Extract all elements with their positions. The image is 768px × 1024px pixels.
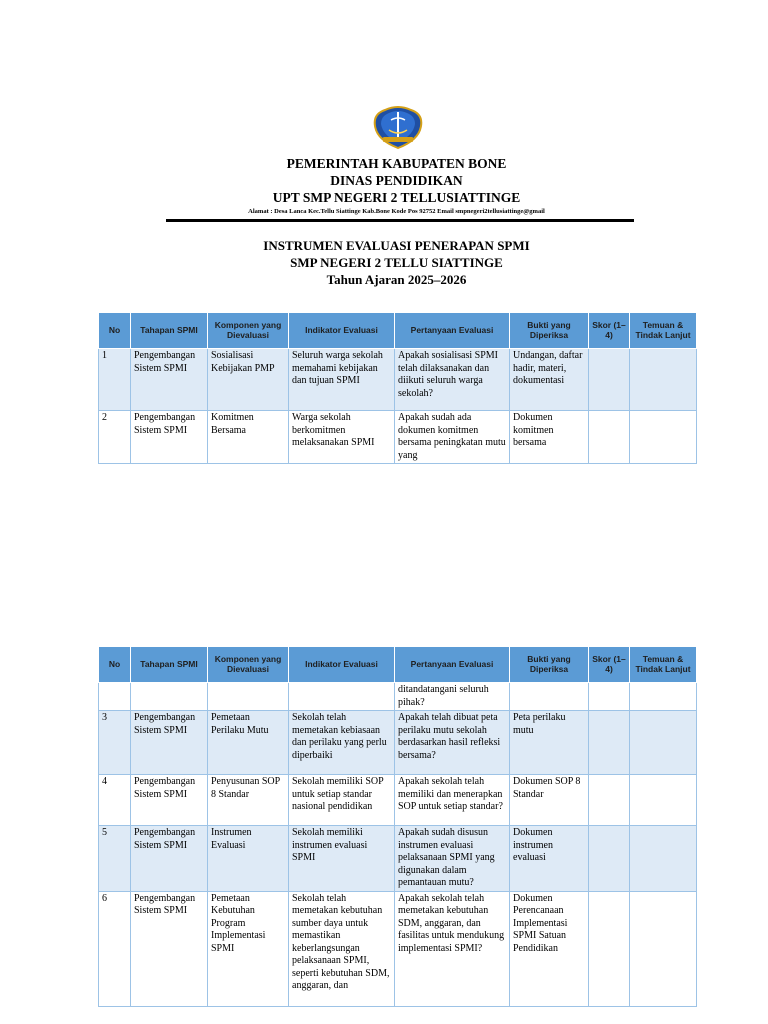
- cell-no: 2: [99, 411, 131, 464]
- regency-emblem-logo: [371, 104, 425, 150]
- school-address: Alamat : Desa Lanca Kec.Tellu Siattinge Kab.Bone Kode Pos 92752 Email smpnegeri2tellusiattinge@gmail: [248, 208, 545, 215]
- government-name: PEMERINTAH KABUPATEN BONE: [286, 156, 507, 171]
- cell-skor-input[interactable]: [589, 826, 630, 892]
- cell-temuan-input[interactable]: [630, 411, 697, 464]
- cell-komponen: Pemetaan Perilaku Mutu: [208, 711, 289, 775]
- cell-bukti: [510, 683, 589, 711]
- cell-pertanyaan: Apakah sekolah telah memetakan kebutuhan SDM, anggaran, dan fasilitas untuk mendukung implementasi SPMI?: [395, 891, 510, 1006]
- cell-bukti: Peta perilaku mutu: [510, 711, 589, 775]
- table-row: [99, 683, 697, 711]
- col-header-pertanyaan: Pertanyaan Evaluasi: [395, 313, 510, 349]
- cell-bukti: Undangan, daftar hadir, materi, dokumentasi: [510, 349, 589, 411]
- cell-tahapan: [131, 683, 208, 711]
- cell-pertanyaan: ditandatangani seluruh pihak?: [395, 683, 510, 711]
- col-header-indikator: Indikator Evaluasi: [289, 647, 395, 683]
- cell-bukti: Dokumen instrumen evaluasi: [510, 826, 589, 892]
- cell-tahapan: Pengembangan Sistem SPMI: [131, 826, 208, 892]
- cell-bukti: Dokumen komitmen bersama: [510, 411, 589, 464]
- col-header-komponen: Komponen yang Dievaluasi: [208, 313, 289, 349]
- cell-temuan-input[interactable]: [630, 826, 697, 892]
- cell-pertanyaan: Apakah telah dibuat peta perilaku mutu sekolah berdasarkan hasil refleksi bersama?: [395, 711, 510, 775]
- col-header-komponen: Komponen yang Dievaluasi: [208, 647, 289, 683]
- table-row: [99, 711, 697, 775]
- cell-pertanyaan: Apakah sekolah telah memiliki dan menerapkan SOP untuk setiap standar?: [395, 775, 510, 826]
- col-header-bukti: Bukti yang Diperiksa: [510, 313, 589, 349]
- cell-indikator: Warga sekolah berkomitmen melaksanakan SPMI: [289, 411, 395, 464]
- col-header-pertanyaan: Pertanyaan Evaluasi: [395, 647, 510, 683]
- table-row: [99, 349, 697, 411]
- cell-pertanyaan: Apakah sudah disusun instrumen evaluasi pelaksanaan SPMI yang digunakan dalam pemantauan mutu?: [395, 826, 510, 892]
- cell-no: 1: [99, 349, 131, 411]
- cell-bukti: Dokumen SOP 8 Standar: [510, 775, 589, 826]
- col-header-tahapan: Tahapan SPMI: [131, 647, 208, 683]
- cell-no: 4: [99, 775, 131, 826]
- col-header-skor: Skor (1–4): [589, 313, 630, 349]
- evaluation-table-part-2: [98, 646, 697, 1007]
- cell-skor-input[interactable]: [589, 775, 630, 826]
- cell-pertanyaan: Apakah sosialisasi SPMI telah dilaksanakan dan diikuti seluruh warga sekolah?: [395, 349, 510, 411]
- table-row: [99, 775, 697, 826]
- col-header-no: No: [99, 647, 131, 683]
- academic-year: Tahun Ajaran 2025–2026: [326, 272, 467, 287]
- table-row: [99, 411, 697, 464]
- cell-indikator: Sekolah memiliki SOP untuk setiap standar nasional pendidikan: [289, 775, 395, 826]
- evaluation-table-part-1: [98, 312, 697, 464]
- cell-skor-input[interactable]: [589, 349, 630, 411]
- document-title: INSTRUMEN EVALUASI PENERAPAN SPMI: [263, 238, 530, 253]
- cell-no: [99, 683, 131, 711]
- cell-no: 3: [99, 711, 131, 775]
- letterhead-divider: [166, 219, 634, 222]
- cell-komponen: Komitmen Bersama: [208, 411, 289, 464]
- cell-indikator: Sekolah telah memetakan kebiasaan dan perilaku yang perlu diperbaiki: [289, 711, 395, 775]
- cell-temuan-input[interactable]: [630, 349, 697, 411]
- cell-komponen: Penyusunan SOP 8 Standar: [208, 775, 289, 826]
- cell-tahapan: Pengembangan Sistem SPMI: [131, 349, 208, 411]
- document-subtitle: SMP NEGERI 2 TELLU SIATTINGE: [290, 255, 503, 270]
- cell-temuan-input[interactable]: [630, 775, 697, 826]
- cell-komponen: Sosialisasi Kebijakan PMP: [208, 349, 289, 411]
- table-row: [99, 826, 697, 892]
- table-row: [99, 891, 697, 1006]
- school-name: UPT SMP NEGERI 2 TELLUSIATTINGE: [272, 190, 521, 205]
- cell-tahapan: Pengembangan Sistem SPMI: [131, 775, 208, 826]
- cell-no: 5: [99, 826, 131, 892]
- col-header-tahapan: Tahapan SPMI: [131, 313, 208, 349]
- col-header-skor: Skor (1–4): [589, 647, 630, 683]
- col-header-temuan: Temuan & Tindak Lanjut: [630, 647, 697, 683]
- cell-skor-input[interactable]: [589, 711, 630, 775]
- table-header-row: [99, 313, 697, 349]
- cell-komponen: Instrumen Evaluasi: [208, 826, 289, 892]
- cell-indikator: Sekolah memiliki instrumen evaluasi SPMI: [289, 826, 395, 892]
- col-header-no: No: [99, 313, 131, 349]
- cell-tahapan: Pengembangan Sistem SPMI: [131, 891, 208, 1006]
- col-header-temuan: Temuan & Tindak Lanjut: [630, 313, 697, 349]
- table-header-row: [99, 647, 697, 683]
- cell-tahapan: Pengembangan Sistem SPMI: [131, 411, 208, 464]
- cell-skor-input[interactable]: [589, 891, 630, 1006]
- cell-temuan-input[interactable]: [630, 711, 697, 775]
- cell-bukti: Dokumen Perencanaan Implementasi SPMI Satuan Pendidikan: [510, 891, 589, 1006]
- cell-skor-input[interactable]: [589, 411, 630, 464]
- cell-komponen: [208, 683, 289, 711]
- cell-indikator: Sekolah telah memetakan kebutuhan sumber daya untuk memastikan keberlangsungan pelaksanaan SPMI, seperti kebutuhan SDM, anggaran, dan: [289, 891, 395, 1006]
- cell-indikator: [289, 683, 395, 711]
- cell-komponen: Pemetaan Kebutuhan Program Implementasi SPMI: [208, 891, 289, 1006]
- cell-temuan-input[interactable]: [630, 891, 697, 1006]
- department-name: DINAS PENDIDIKAN: [330, 173, 463, 188]
- cell-no: 6: [99, 891, 131, 1006]
- cell-pertanyaan: Apakah sudah ada dokumen komitmen bersama peningkatan mutu yang: [395, 411, 510, 464]
- col-header-indikator: Indikator Evaluasi: [289, 313, 395, 349]
- cell-temuan-input[interactable]: [630, 683, 697, 711]
- cell-tahapan: Pengembangan Sistem SPMI: [131, 711, 208, 775]
- cell-skor-input[interactable]: [589, 683, 630, 711]
- cell-indikator: Seluruh warga sekolah memahami kebijakan dan tujuan SPMI: [289, 349, 395, 411]
- col-header-bukti: Bukti yang Diperiksa: [510, 647, 589, 683]
